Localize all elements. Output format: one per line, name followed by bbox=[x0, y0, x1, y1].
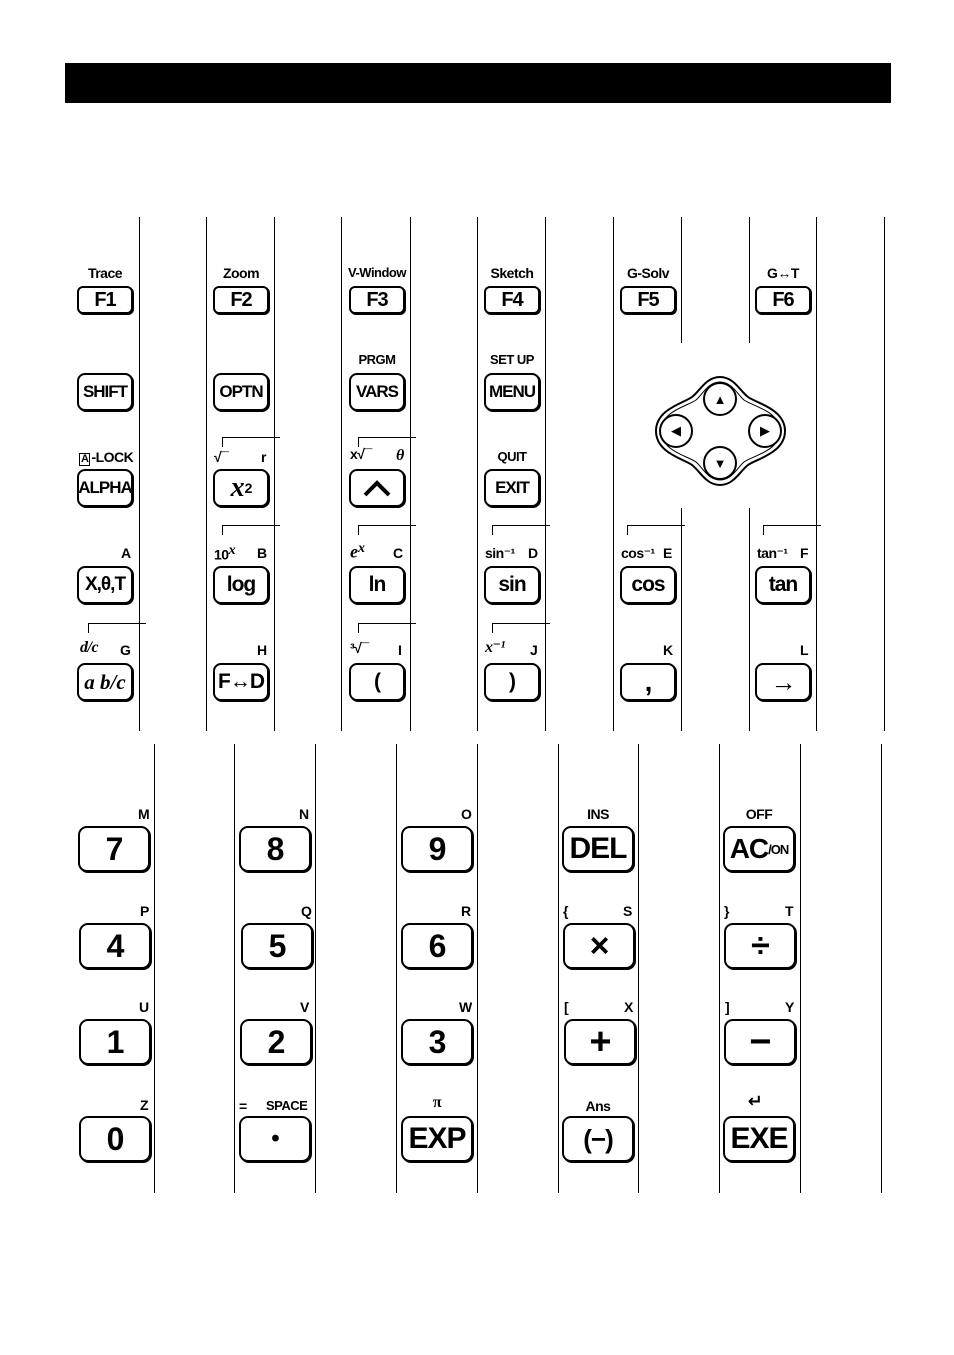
label-J: J bbox=[530, 642, 538, 658]
shift-bracket bbox=[222, 525, 280, 526]
four-key[interactable]: 4 bbox=[79, 923, 151, 969]
label-L: L bbox=[800, 642, 809, 658]
shift-bracket bbox=[358, 525, 416, 526]
label-arctan: tan⁻¹ bbox=[757, 545, 788, 561]
label-O: O bbox=[461, 806, 472, 822]
x-theta-t-key[interactable]: X,θ,T bbox=[77, 566, 133, 604]
label-ex: $e^x$ bbox=[350, 541, 365, 562]
label-open-bracket: [ bbox=[564, 999, 569, 1015]
column-divider bbox=[613, 217, 614, 731]
eight-key[interactable]: 8 bbox=[239, 826, 311, 872]
label-C: C bbox=[393, 545, 403, 561]
label-close-bracket: ] bbox=[725, 999, 730, 1015]
alpha-key[interactable]: ALPHA bbox=[77, 469, 133, 507]
down-arrow-button[interactable]: ▼ bbox=[703, 446, 737, 480]
label-E: E bbox=[663, 545, 672, 561]
exit-key[interactable]: EXIT bbox=[484, 469, 540, 507]
label-Q: Q bbox=[301, 903, 312, 919]
label-off: OFF bbox=[745, 806, 773, 822]
fraction-key[interactable]: a b/c bbox=[77, 663, 133, 701]
cos-key[interactable]: cos bbox=[620, 566, 676, 604]
left-arrow-button[interactable]: ◀ bbox=[659, 414, 693, 448]
tan-key[interactable]: tan bbox=[755, 566, 811, 604]
one-key[interactable]: 1 bbox=[79, 1019, 151, 1065]
column-divider bbox=[884, 217, 885, 731]
column-divider bbox=[558, 744, 559, 1193]
f3-key[interactable]: F3 bbox=[349, 286, 405, 314]
label-pi: π bbox=[432, 1094, 442, 1111]
label-10x: 10$^x$ bbox=[214, 543, 236, 563]
ac-on-key[interactable]: AC /ON bbox=[723, 826, 795, 872]
column-divider bbox=[719, 744, 720, 1193]
column-divider bbox=[315, 744, 316, 1193]
menu-key[interactable]: MENU bbox=[484, 373, 540, 411]
label-space: SPACE bbox=[266, 1098, 308, 1113]
right-paren-key[interactable]: ) bbox=[484, 663, 540, 701]
label-sqrt: √¯ bbox=[214, 449, 229, 465]
label-R: R bbox=[461, 903, 471, 919]
label-g-solv: G-Solv bbox=[626, 265, 670, 281]
label-set-up: SET UP bbox=[490, 352, 534, 367]
label-I: I bbox=[398, 642, 402, 658]
divide-key[interactable]: ÷ bbox=[724, 923, 796, 969]
f1-key[interactable]: F1 bbox=[77, 286, 133, 314]
shift-bracket bbox=[627, 525, 685, 526]
shift-bracket bbox=[492, 525, 550, 526]
del-key[interactable]: DEL bbox=[562, 826, 634, 872]
multiply-key[interactable]: × bbox=[563, 923, 635, 969]
shift-bracket bbox=[492, 623, 550, 624]
decimal-point-key[interactable]: • bbox=[239, 1116, 311, 1162]
label-theta: θ bbox=[396, 447, 404, 464]
label-open-brace: { bbox=[563, 903, 568, 919]
label-arcsin: sin⁻¹ bbox=[485, 545, 515, 561]
column-divider bbox=[477, 217, 478, 731]
label-S: S bbox=[623, 903, 632, 919]
f6-key[interactable]: F6 bbox=[755, 286, 811, 314]
label-B: B bbox=[257, 545, 267, 561]
caret-icon bbox=[362, 479, 392, 497]
label-arccos: cos⁻¹ bbox=[621, 545, 655, 561]
label-Y: Y bbox=[785, 999, 794, 1015]
right-arrow-button[interactable]: ▶ bbox=[748, 414, 782, 448]
column-divider bbox=[638, 744, 639, 1193]
label-equals: = bbox=[239, 1098, 247, 1114]
column-divider bbox=[881, 744, 882, 1193]
five-key[interactable]: 5 bbox=[241, 923, 313, 969]
label-xroot: x√¯ bbox=[350, 446, 372, 462]
return-icon: ↵ bbox=[747, 1091, 763, 1111]
subtract-key[interactable]: − bbox=[724, 1019, 796, 1065]
exe-key[interactable]: EXE bbox=[723, 1116, 795, 1162]
label-F: F bbox=[800, 545, 809, 561]
column-divider bbox=[545, 217, 546, 731]
six-key[interactable]: 6 bbox=[401, 923, 473, 969]
power-key[interactable] bbox=[349, 469, 405, 507]
negative-key[interactable]: (−) bbox=[562, 1116, 634, 1162]
column-divider bbox=[749, 508, 750, 731]
label-A: A bbox=[121, 545, 131, 561]
label-G: G bbox=[120, 642, 131, 658]
column-divider bbox=[681, 508, 682, 731]
shift-bracket bbox=[763, 525, 821, 526]
sin-key[interactable]: sin bbox=[484, 566, 540, 604]
column-divider bbox=[234, 744, 235, 1193]
vars-key[interactable]: VARS bbox=[349, 373, 405, 411]
shift-bracket bbox=[358, 437, 416, 438]
label-M: M bbox=[138, 806, 150, 822]
shift-bracket bbox=[222, 437, 280, 438]
seven-key[interactable]: 7 bbox=[78, 826, 150, 872]
ln-key[interactable]: ln bbox=[349, 566, 405, 604]
label-zoom: Zoom bbox=[222, 265, 260, 281]
label-cbrt: ³√¯ bbox=[350, 640, 369, 656]
up-arrow-button[interactable]: ▲ bbox=[703, 382, 737, 416]
f4-key[interactable]: F4 bbox=[484, 286, 540, 314]
comma-key[interactable]: , bbox=[620, 663, 676, 701]
column-divider bbox=[816, 217, 817, 731]
square-key[interactable]: x 2 bbox=[213, 469, 269, 507]
label-W: W bbox=[459, 999, 472, 1015]
column-divider bbox=[139, 217, 140, 731]
label-X: X bbox=[624, 999, 633, 1015]
label-r: r bbox=[261, 449, 266, 465]
column-divider bbox=[800, 744, 801, 1193]
column-divider bbox=[341, 217, 342, 731]
shift-bracket bbox=[358, 623, 416, 624]
label-U: U bbox=[139, 999, 149, 1015]
zero-key[interactable]: 0 bbox=[79, 1116, 151, 1162]
store-arrow-key[interactable]: → bbox=[755, 663, 811, 701]
column-divider bbox=[396, 744, 397, 1193]
label-sketch: Sketch bbox=[490, 265, 534, 281]
label-V: V bbox=[300, 999, 309, 1015]
label-dc: d/c bbox=[80, 639, 99, 656]
column-divider bbox=[681, 217, 682, 343]
shift-key[interactable]: SHIFT bbox=[77, 373, 133, 411]
label-ans: Ans bbox=[585, 1098, 611, 1114]
add-key[interactable]: + bbox=[564, 1019, 636, 1065]
label-ins: INS bbox=[587, 806, 609, 822]
label-v-window: V-Window bbox=[348, 265, 406, 280]
column-divider bbox=[274, 217, 275, 731]
label-H: H bbox=[257, 642, 267, 658]
three-key[interactable]: 3 bbox=[401, 1019, 473, 1065]
label-prgm: PRGM bbox=[358, 352, 396, 367]
label-T: T bbox=[785, 903, 794, 919]
column-divider bbox=[410, 217, 411, 731]
label-quit: QUIT bbox=[497, 449, 527, 464]
label-a-lock: A -LOCK bbox=[81, 449, 134, 465]
optn-key[interactable]: OPTN bbox=[213, 373, 269, 411]
two-key[interactable]: 2 bbox=[240, 1019, 312, 1065]
label-reciprocal: x⁻¹ bbox=[485, 639, 505, 656]
header-bar bbox=[65, 63, 891, 103]
label-K: K bbox=[663, 642, 673, 658]
label-Z: Z bbox=[140, 1097, 149, 1113]
exp-key[interactable]: EXP bbox=[401, 1116, 473, 1162]
log-key[interactable]: log bbox=[213, 566, 269, 604]
column-divider bbox=[206, 217, 207, 731]
label-trace: Trace bbox=[87, 265, 123, 281]
replay-dpad bbox=[652, 373, 789, 489]
column-divider bbox=[749, 217, 750, 343]
f5-key[interactable]: F5 bbox=[620, 286, 676, 314]
column-divider bbox=[477, 744, 478, 1193]
label-P: P bbox=[140, 903, 149, 919]
label-close-brace: } bbox=[724, 903, 729, 919]
label-N: N bbox=[299, 806, 309, 822]
left-paren-key[interactable]: ( bbox=[349, 663, 405, 701]
f-d-key[interactable]: F↔D bbox=[213, 663, 269, 701]
label-D: D bbox=[528, 545, 538, 561]
label-g-t: G↔T bbox=[767, 265, 799, 281]
column-divider bbox=[154, 744, 155, 1193]
f2-key[interactable]: F2 bbox=[213, 286, 269, 314]
shift-bracket bbox=[88, 623, 146, 624]
nine-key[interactable]: 9 bbox=[401, 826, 473, 872]
